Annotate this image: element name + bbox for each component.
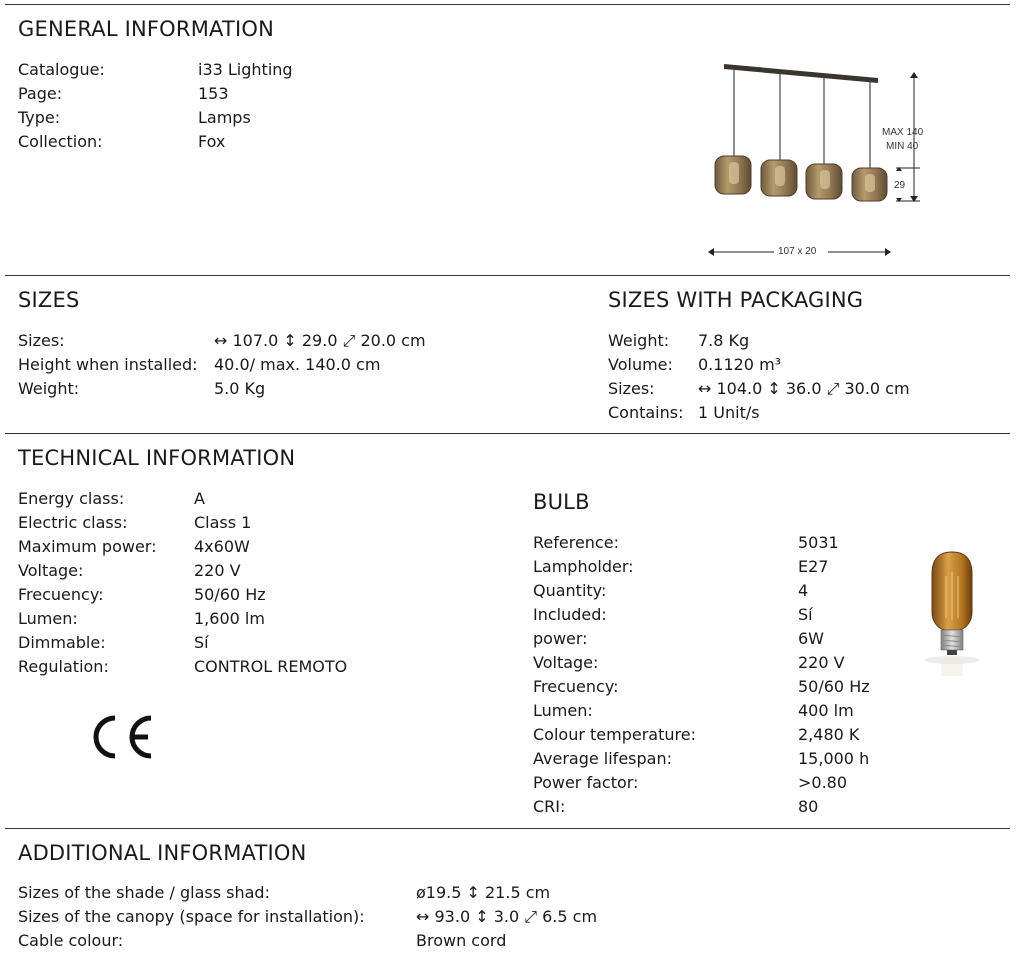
bulb-included-label: Included:	[533, 605, 607, 624]
maximum-power-label: Maximum power:	[18, 537, 157, 556]
shade-3	[806, 164, 842, 199]
canopy-bar	[724, 64, 878, 83]
bulb-colour-temperature-label: Colour temperature:	[533, 725, 696, 744]
shade-2	[761, 160, 797, 196]
bulb-power-value: 6W	[798, 629, 824, 648]
regulation-value: CONTROL REMOTO	[194, 657, 348, 676]
bulb-average-lifespan-value: 15,000 h	[798, 749, 870, 768]
type-value: Lamps	[198, 108, 251, 127]
lumen-value: 1,600 lm	[194, 609, 265, 628]
bulb-average-lifespan-label: Average lifespan:	[533, 749, 672, 768]
canopy-sizes-label: Sizes of the canopy (space for installation):	[18, 907, 365, 926]
bulb-quantity-value: 4	[798, 581, 809, 600]
packaging-volume-label: Volume:	[608, 355, 673, 374]
bulb-cri-value: 80	[798, 797, 819, 816]
voltage-label: Voltage:	[18, 561, 84, 580]
packaging-contains-value: 1 Unit/s	[698, 403, 760, 422]
bulb-power-label: power:	[533, 629, 588, 648]
max-height-label: MAX 140	[882, 127, 924, 138]
sizes-title: SIZES	[18, 288, 80, 312]
collection-label: Collection:	[18, 132, 103, 151]
catalogue-value: i33 Lighting	[198, 60, 293, 79]
bulb-included-value: Sí	[798, 605, 813, 624]
shade-4	[852, 168, 887, 201]
general-information-title: GENERAL INFORMATION	[18, 17, 275, 41]
bulb-colour-temperature-value: 2,480 K	[798, 725, 860, 744]
divider-technical	[5, 433, 1010, 434]
technical-information-title: TECHNICAL INFORMATION	[18, 446, 296, 470]
sizes-value: ↔ 107.0 ↕ 29.0 ⤢ 20.0 cm	[214, 331, 426, 350]
bulb-icon	[916, 548, 988, 680]
width-label: 107 x 20	[778, 246, 817, 257]
maximum-power-value: 4x60W	[194, 537, 250, 556]
regulation-label: Regulation:	[18, 657, 109, 676]
bulb-title: BULB	[533, 490, 590, 514]
ce-mark-icon	[84, 710, 156, 764]
cable-colour-value: Brown cord	[416, 931, 507, 950]
catalogue-label: Catalogue:	[18, 60, 105, 79]
additional-information-title: ADDITIONAL INFORMATION	[18, 841, 307, 865]
energy-class-value: A	[194, 489, 205, 508]
bulb-reference-value: 5031	[798, 533, 839, 552]
electric-class-value: Class 1	[194, 513, 252, 532]
packaging-sizes-label: Sizes:	[608, 379, 655, 398]
canopy-sizes-value: ↔ 93.0 ↕ 3.0 ⤢ 6.5 cm	[416, 907, 598, 926]
shade-1	[715, 156, 751, 194]
packaging-volume-value: 0.1120 m³	[698, 355, 782, 374]
bulb-quantity-label: Quantity:	[533, 581, 607, 600]
bulb-lumen-label: Lumen:	[533, 701, 593, 720]
packaging-contains-label: Contains:	[608, 403, 684, 422]
bulb-lumen-value: 400 lm	[798, 701, 854, 720]
electric-class-label: Electric class:	[18, 513, 128, 532]
shade-height-label: 29	[894, 180, 906, 191]
page-value: 153	[198, 84, 229, 103]
divider-additional	[5, 828, 1010, 829]
shade-sizes-label: Sizes of the shade / glass shad:	[18, 883, 270, 902]
voltage-value: 220 V	[194, 561, 241, 580]
height-installed-value: 40.0/ max. 140.0 cm	[214, 355, 381, 374]
lumen-label: Lumen:	[18, 609, 78, 628]
frequency-label: Frecuency:	[18, 585, 104, 604]
bulb-power-factor-value: >0.80	[798, 773, 848, 792]
dimmable-label: Dimmable:	[18, 633, 106, 652]
shade-sizes-value: ø19.5 ↕ 21.5 cm	[416, 883, 551, 902]
weight-value: 5.0 Kg	[214, 379, 266, 398]
lamp-dimension-diagram	[700, 58, 940, 268]
page-label: Page:	[18, 84, 63, 103]
top-divider	[5, 4, 1010, 5]
min-height-label: MIN 40	[886, 141, 919, 152]
frequency-value: 50/60 Hz	[194, 585, 266, 604]
bulb-power-factor-label: Power factor:	[533, 773, 639, 792]
dimmable-value: Sí	[194, 633, 209, 652]
cable-colour-label: Cable colour:	[18, 931, 124, 950]
packaging-weight-label: Weight:	[608, 331, 670, 350]
type-label: Type:	[18, 108, 61, 127]
divider-sizes	[5, 275, 1010, 276]
bulb-voltage-label: Voltage:	[533, 653, 599, 672]
bulb-frequency-value: 50/60 Hz	[798, 677, 870, 696]
collection-value: Fox	[198, 132, 226, 151]
bulb-lampholder-label: Lampholder:	[533, 557, 634, 576]
sizes-label: Sizes:	[18, 331, 65, 350]
packaging-sizes-value: ↔ 104.0 ↕ 36.0 ⤢ 30.0 cm	[698, 379, 910, 398]
bulb-frequency-label: Frecuency:	[533, 677, 619, 696]
packaging-title: SIZES WITH PACKAGING	[608, 288, 864, 312]
bulb-lampholder-value: E27	[798, 557, 829, 576]
weight-label: Weight:	[18, 379, 80, 398]
bulb-reference-label: Reference:	[533, 533, 619, 552]
packaging-weight-value: 7.8 Kg	[698, 331, 750, 350]
energy-class-label: Energy class:	[18, 489, 125, 508]
bulb-voltage-value: 220 V	[798, 653, 845, 672]
bulb-cri-label: CRI:	[533, 797, 566, 816]
height-installed-label: Height when installed:	[18, 355, 198, 374]
